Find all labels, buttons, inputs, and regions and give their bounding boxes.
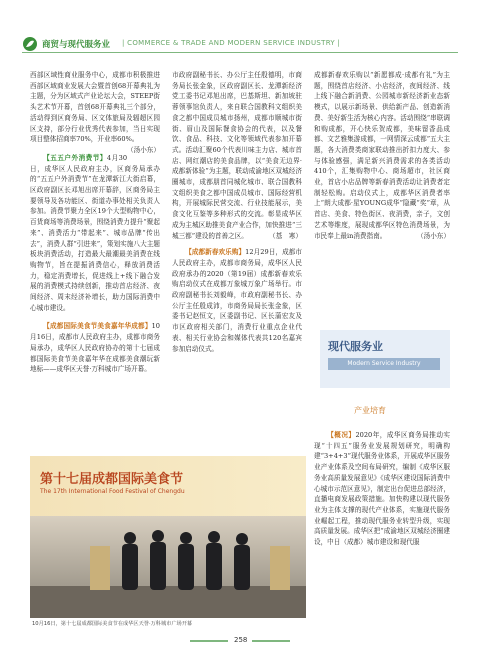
paragraph xyxy=(172,247,302,354)
people-on-stage-icon xyxy=(30,516,306,618)
author-credit: （汤小东） xyxy=(127,145,160,154)
event-banner xyxy=(30,456,306,516)
page-header xyxy=(0,0,480,58)
paragraph-text: 成都新春欢乐购以“新愿都成·成都有礼”为主题，围绕首店经济、小店经济，夜间经济、线上线下融合新消费、公园城市新经济新业态新模式，以展示新场景、供给新产品、创造新消费、美好新生活为核心内容。活动围绕“串联调和购成都，开心快乐贺成都，美味留香品成都、文艺雅集游成都，一网情深云成都”五大主题，各大消费类商家联动推出折扣力度大、参与体验感强，满足新兴消费需求的各类活动410个，汇集购物中心、商场超市，社区商业，首店小店品牌等新春消费活动让消费者定制轻松购。启动仪式上，成都华区消费者率上“朗大成都·星YOUNG成华”隐藏“奖”章，从首店、美食、特色街区、夜消费，亲子，文创艺术等维度，展现成都华区特色消费场景，为市民奉上最in消费指南。 xyxy=(314,71,450,240)
page-number-decoration xyxy=(190,640,228,642)
section-title: 现代服务业 xyxy=(328,340,383,353)
header-divider xyxy=(22,52,458,53)
paragraph-text: 2020年，成华区商务局推动实现“十四五”服务业发展规划研究，明确构建“3+4+3”现代服务业体系，开展成华区服务业产业体系及空间布局研究，编制《成华区服务业高质量发展意见》《成华区建设国际消费中心城市示范区意见》，制定出台促进总部经济，直播电商发展政策措施。加快构建以现代服务业为主体支撑的现代产业体系，实施现代服务业崛起工程，推动现代服务业转型升级，实现高质量发展。成华区把“成渝地区双城经济圈建设，中日（成都）城市建设和现代服 xyxy=(314,431,451,547)
stage-scene xyxy=(30,516,306,618)
entry-heading: 【五五户外消费节】 xyxy=(43,153,107,162)
section-header-english: | COMMERCE & TRADE AND MODERN SERVICE INDUSTRY | xyxy=(122,39,341,47)
paragraph xyxy=(172,70,302,241)
photo-caption: 10月16日，第十七届成都国际美食节在成华区天誉·万科城市广场开幕 xyxy=(32,621,193,627)
leaf-logo-icon xyxy=(22,36,38,52)
entry-heading: 【成都新春欢乐购】 xyxy=(185,248,246,257)
paragraph xyxy=(30,153,160,314)
section-header-title: 商贸与现代服务业 xyxy=(42,40,111,50)
page-number-decoration xyxy=(252,640,290,642)
paragraph-text: 10月16日，成都市人民政府主办，成都市商务局承办，成华区人民政府协办的第十七届成都国际美食节美食嘉年华在成都美食潮玩新地标——成华区天誉·万科城市广场开幕。 xyxy=(30,322,160,374)
paragraph xyxy=(314,430,450,548)
text-column-3-lower xyxy=(314,430,450,548)
paragraph-text: 12月29日，成都市人民政府主办，成都市商务局，成华区人民政府承办的2020（第19届）成都新春欢乐购启动仪式在成都万象城万象广场举行。市政府副秘书长刘毅峰，市政府副秘书长、办公厅主任殷成沛，市商务局局长张金象，区委书记赵恒文，区委副书记、区长蒲宏友及市区政府相关部门，消费行业重点企业代表、相关行业协会和媒体代表共120名嘉宾参加启动仪式。 xyxy=(172,248,303,353)
paragraph-text: 市政府副秘书长、办公厅主任殷德明，市商务局长张金象，区政府副区长、龙潭新经济党工委书记邓旭出席，巴基斯坦、新加坡驻蓉领事馆负责人，来自联合国教科文组织美食之都中国成员城市扬州，成都市顺城市街街、眉山及国际餐食协会的代表，以及餐饮、食品、科技、文化等领域代表参加开幕式。活动汇聚60个代表川味主力店、城市首店、网红潮店的美食品牌，以“美食无边界·成都新体验”为主题，联动成渝地区双城经济圈城市，成都朋首同城化城市、联合国教科文组织美食之都中国成员城市、国际经营机构，开展城际民营交流、行业技能展示，美食文化互鉴等多种形式的交流。彰显成华区成为主城区助推美食产业合作，加快推进“三城三都”建设的首善之区。 xyxy=(172,71,302,240)
banner-title: 第十七届成都国际美食节 xyxy=(40,472,184,487)
text-column-1 xyxy=(30,70,160,375)
paragraph-text: 西部区域性商业服务中心，成都市积极推进西部区域商业发展大会暨首创68开幕典礼为主题，分为区域式产业论坛大会，STEEP街头艺术节开幕，首创68开幕典礼三个部分，活动得到区商务局、区文体旅局及辐超区园区支持，部分行业优秀代表参加，当日实现项目整体招商率70%，开业率60%。 xyxy=(30,71,160,144)
paragraph xyxy=(30,321,160,375)
entry-heading: 【成都国际美食节美食嘉年华成都】 xyxy=(43,322,152,331)
author-credit: （汤小东） xyxy=(417,231,450,240)
section-title-english: Modern Service Industry xyxy=(328,358,440,370)
subsection-title: 产业培育 xyxy=(354,406,386,415)
section-title-box xyxy=(320,330,450,388)
entry-heading: 【概况】 xyxy=(327,431,356,439)
text-column-2 xyxy=(172,70,302,354)
paragraph xyxy=(314,70,450,241)
paragraph xyxy=(30,70,160,154)
banner-subtitle: The 17th International Food Festival of Chengdu xyxy=(40,488,185,495)
event-photo xyxy=(30,456,306,618)
text-column-3 xyxy=(314,70,450,241)
paragraph-text: 4月30日，成华区人民政府主办，区商务局承办的“五五户外消费节”在龙潭新江大街启幕，区政府副区长邓旭出席开幕辞，区商务局主要领导及各功能区、街道办事处相关负责人参加。消费节聚力全区19个大型购物中心，百货商场等消费场景，围绕消费力提升“聚起来”、消费活力“带起来”、城市品牌“传出去”，消费人群“引进来”，策划实施八大主题板块消费活动，打造最大最潮最美消费在线购物节，旨在提振消费信心，释放消费活力，稳定消费增长，促进线上+线下融合发展的消费模式持续创新，推动首店经济、夜间经济、周末经济补增长，助力国际消费中心城市建设。 xyxy=(30,153,160,312)
author-credit: （基 寒） xyxy=(269,231,302,240)
page-number: 258 xyxy=(234,636,248,644)
